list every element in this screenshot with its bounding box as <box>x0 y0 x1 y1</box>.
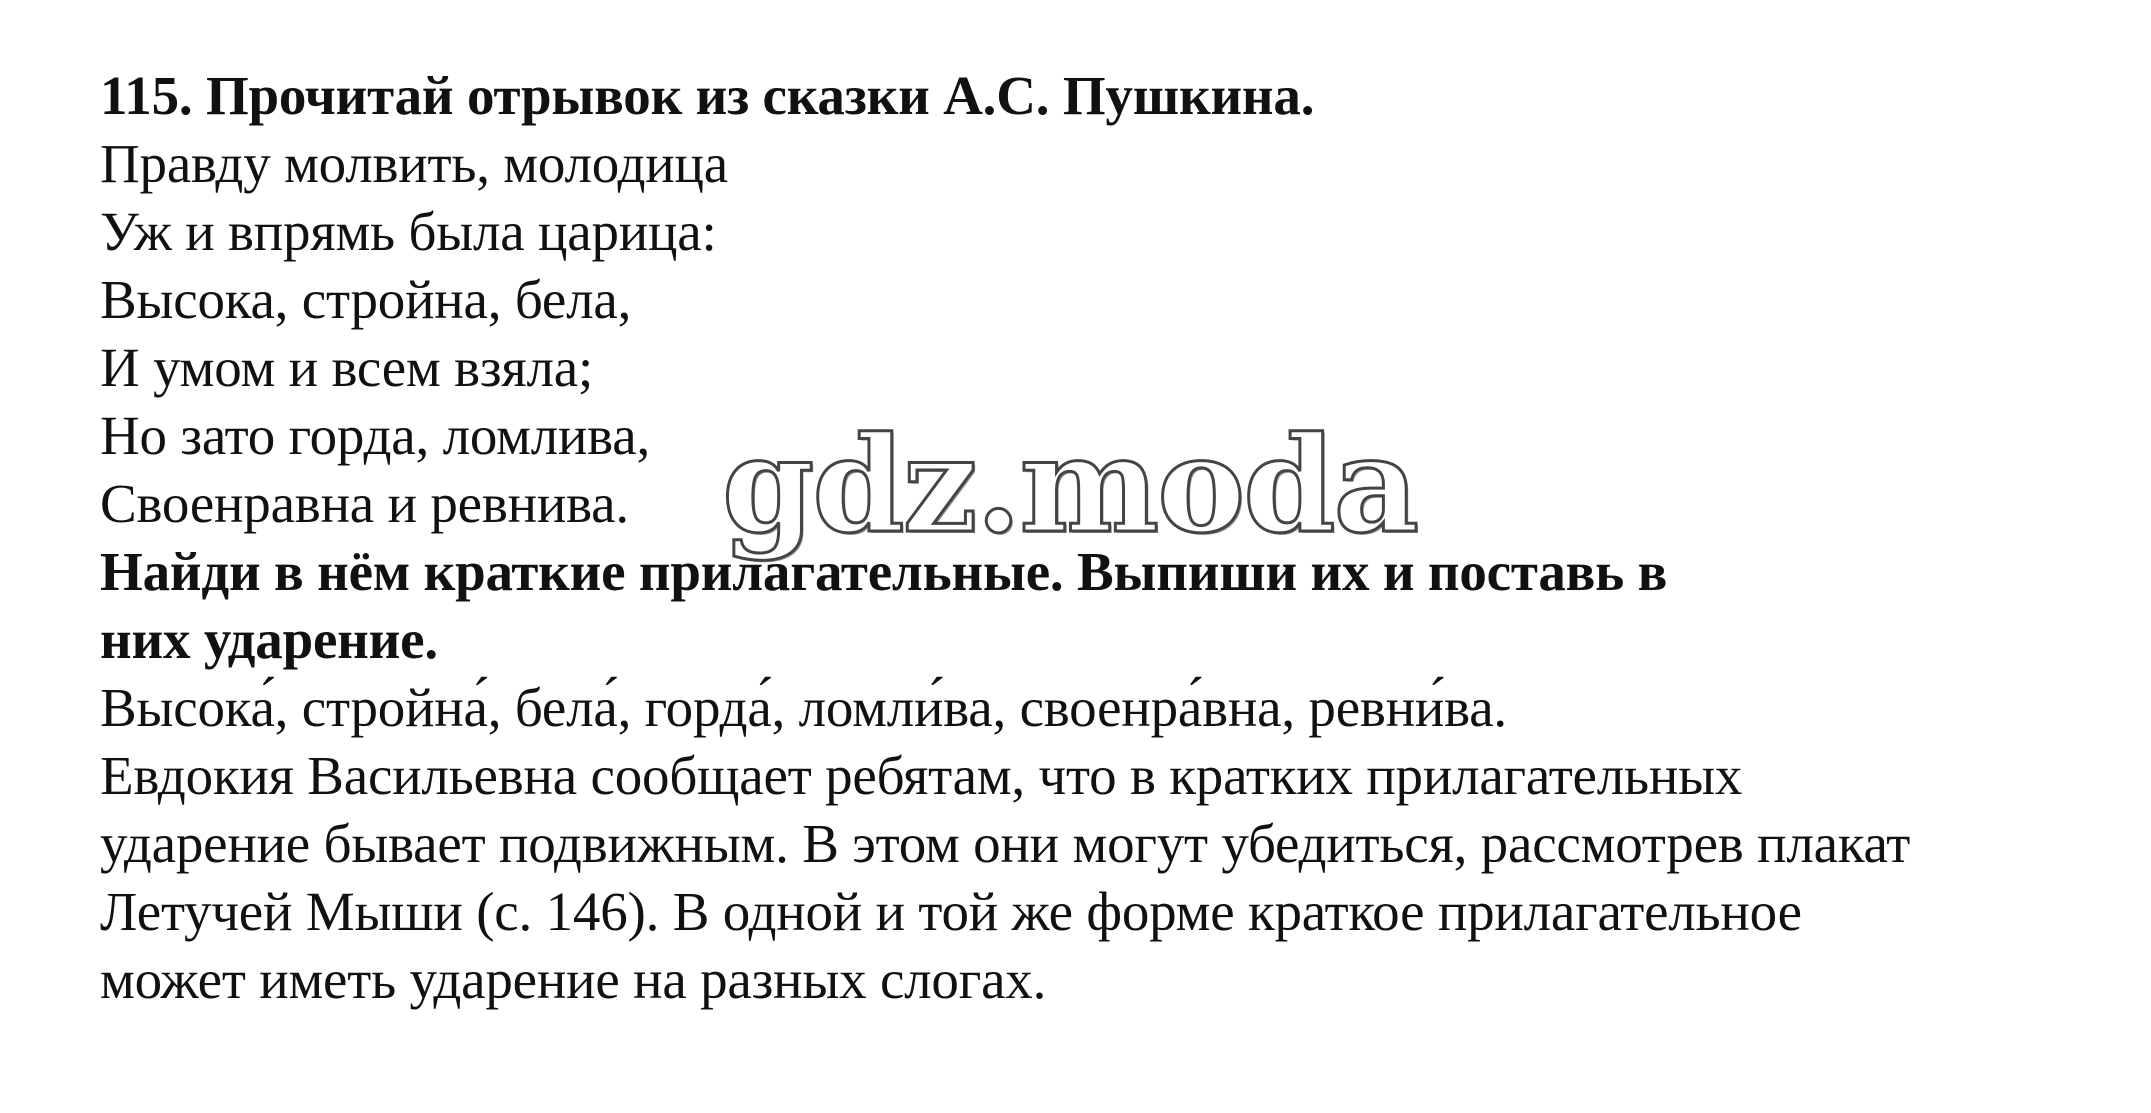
poem-line: Своенравна и ревнива. <box>100 473 629 534</box>
poem-line: И умом и всем взяла; <box>100 337 594 398</box>
explanation-line: ударение бывает подвижным. В этом они могут убедиться, рассмотрев плакат <box>100 813 1911 874</box>
explanation-line: Летучей Мыши (с. 146). В одной и той же форме краткое прилагательное <box>100 881 1802 942</box>
question-line: Найди в нём краткие прилагательные. Выпиши их и поставь в <box>100 541 1668 602</box>
poem-line: Высока, стройна, бела, <box>100 269 632 330</box>
poem-line: Правду молвить, молодица <box>100 133 728 194</box>
question-line: них ударение. <box>100 609 438 670</box>
poem-line: Уж и впрямь была царица: <box>100 201 717 262</box>
explanation-line: Евдокия Васильевна сообщает ребятам, что в кратких прилагательных <box>100 745 1743 806</box>
explanation-paragraph <box>100 742 2110 1014</box>
poem-line: Но зато горда, ломлива, <box>100 405 650 466</box>
watermark-logo: gdz.moda <box>722 408 1418 563</box>
explanation-line: может иметь ударение на разных слогах. <box>100 949 1047 1010</box>
answer-line: Высока́, стройна́, бела́, горда́, ломли́ва, своенра́вна, ревни́ва. <box>100 677 1507 738</box>
task-heading: 115. Прочитай отрывок из сказки А.С. Пушкина. <box>100 65 1315 126</box>
